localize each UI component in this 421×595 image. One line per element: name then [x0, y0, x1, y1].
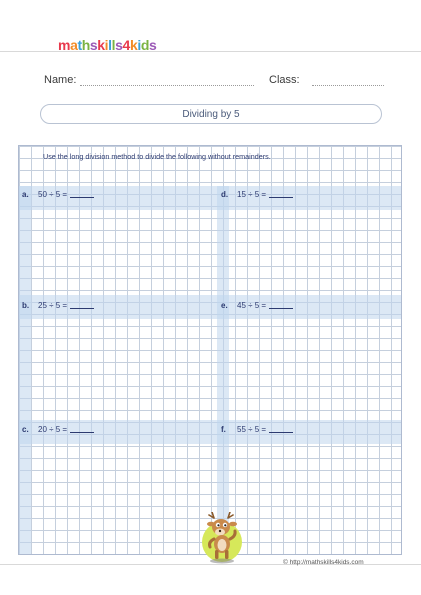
instructions-text: Use the long division method to divide the following without remainders.: [43, 152, 271, 161]
deer-mascot-icon: [200, 512, 246, 564]
answer-blank[interactable]: [269, 197, 293, 198]
answer-blank[interactable]: [269, 432, 293, 433]
class-label: Class:: [269, 74, 300, 86]
answer-blank[interactable]: [70, 432, 94, 433]
problem-c: [22, 425, 94, 434]
problem-label: f.: [221, 425, 226, 434]
problem-expression: 20 ÷ 5 =: [38, 425, 68, 434]
problem-expression: 45 ÷ 5 =: [237, 301, 267, 310]
problem-expression: 15 ÷ 5 =: [237, 190, 267, 199]
footer-copyright: © http://mathskills4kids.com: [283, 559, 364, 566]
left-column-band: [19, 186, 31, 554]
answer-blank[interactable]: [269, 308, 293, 309]
graph-paper-grid: [18, 145, 402, 555]
worksheet-title: Dividing by 5: [182, 108, 240, 120]
name-line[interactable]: [80, 85, 254, 86]
answer-blank[interactable]: [70, 308, 94, 309]
problem-label: c.: [22, 425, 29, 434]
problem-expression: 55 ÷ 5 =: [237, 425, 267, 434]
problem-label: d.: [221, 190, 229, 199]
middle-column-band: [217, 186, 229, 554]
class-line[interactable]: [312, 85, 384, 86]
name-label: Name:: [44, 74, 77, 86]
problem-label: a.: [22, 190, 29, 199]
problem-label: e.: [221, 301, 228, 310]
answer-blank[interactable]: [70, 197, 94, 198]
problem-d: [221, 190, 293, 199]
worksheet-title-box: [40, 104, 382, 124]
problem-label: b.: [22, 301, 30, 310]
problem-e: [221, 301, 293, 310]
problem-a: [22, 190, 94, 199]
problem-expression: 50 ÷ 5 =: [38, 190, 68, 199]
problem-expression: 25 ÷ 5 =: [38, 301, 68, 310]
problem-b: [22, 301, 94, 310]
problem-f: [221, 425, 293, 434]
brand-logo: mathskills4kids: [58, 37, 157, 53]
